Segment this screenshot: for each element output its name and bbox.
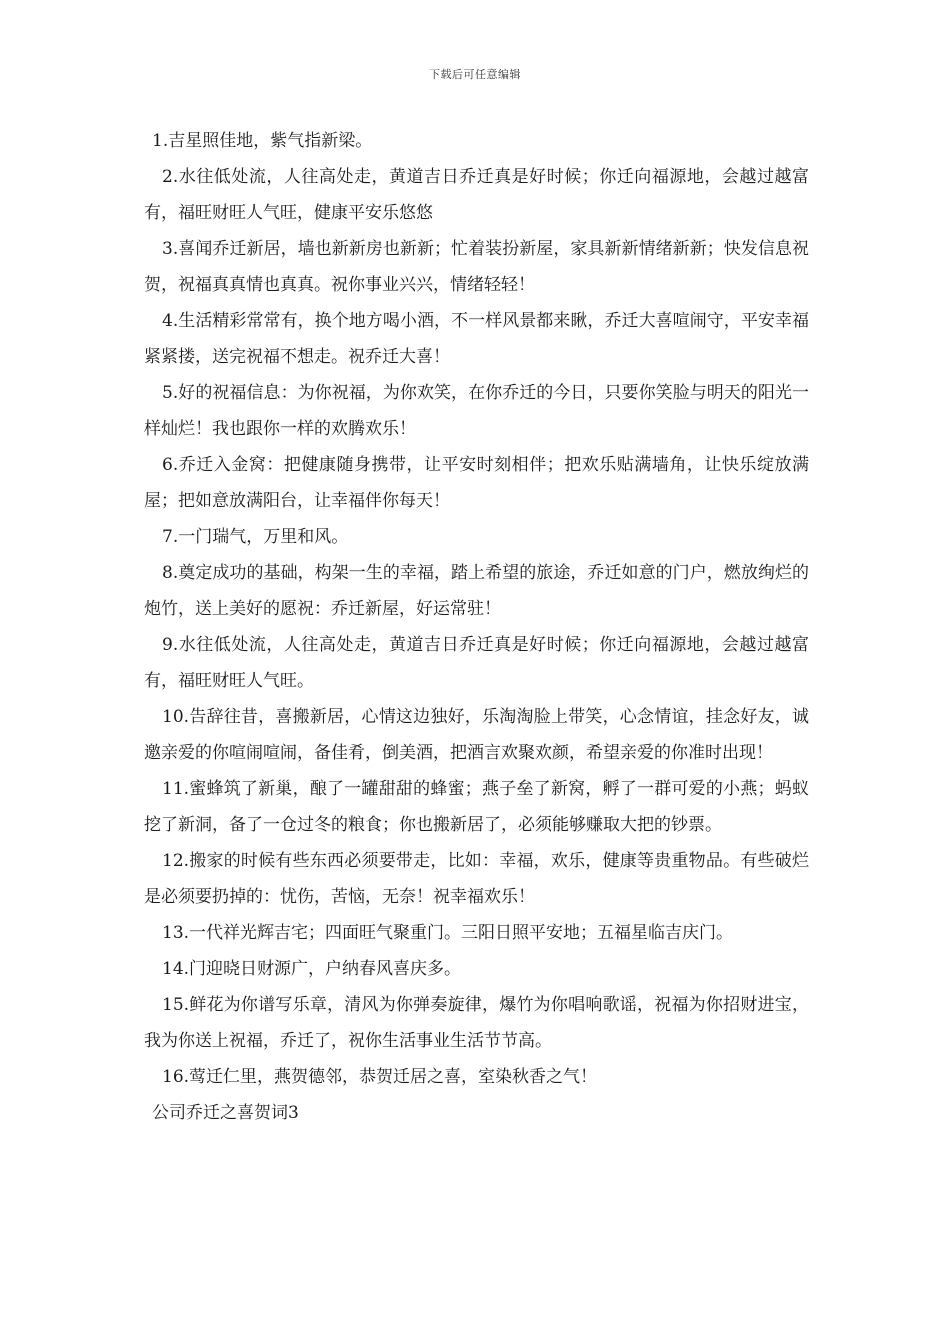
paragraph-text: 乔迁入金窝：把健康随身携带，让平安时刻相伴；把欢乐贴满墙角，让快乐绽放满屋；把如意放满阳台，让幸福伴你每天！ bbox=[144, 455, 809, 511]
paragraph-text: 蜜蜂筑了新巢，酿了一罐甜甜的蜂蜜；燕子垒了新窝，孵了一群可爱的小燕；蚂蚁挖了新洞，备了一仓过冬的粮食；你也搬新居了，必须能够赚取大把的钞票。 bbox=[144, 779, 809, 835]
document-body bbox=[144, 123, 809, 1131]
paragraph-number: 9. bbox=[162, 635, 179, 655]
header-note: 下载后可任意编辑 bbox=[429, 68, 521, 81]
paragraph-text: 鲜花为你谱写乐章，清风为你弹奏旋律，爆竹为你唱响歌谣，祝福为你招财进宝，我为你送上祝福，乔迁了，祝你生活事业生活节节高。 bbox=[144, 995, 809, 1051]
paragraph-number: 7. bbox=[162, 527, 179, 547]
paragraph-number: 1. bbox=[152, 131, 169, 151]
paragraph-number: 3. bbox=[162, 239, 179, 259]
paragraph-16 bbox=[144, 1059, 809, 1095]
paragraph-11 bbox=[144, 771, 809, 843]
paragraph-2 bbox=[144, 159, 809, 231]
paragraph-text: 水往低处流，人往高处走，黄道吉日乔迁真是好时候；你迁向福源地，会越过越富有，福旺财旺人气旺，健康平安乐悠悠 bbox=[144, 167, 809, 223]
paragraph-9 bbox=[144, 627, 809, 699]
paragraph-text: 告辞往昔，喜搬新居，心情这边独好，乐淘淘脸上带笑，心念情谊，挂念好友，诚邀亲爱的你喧闹喧闹，备佳肴，倒美酒，把酒言欢聚欢颜，希望亲爱的你准时出现！ bbox=[144, 707, 809, 763]
paragraph-6 bbox=[144, 447, 809, 519]
paragraph-text: 莺迁仁里，燕贺德邻，恭贺迁居之喜，室染秋香之气！ bbox=[189, 1067, 598, 1087]
paragraph-text: 一门瑞气，万里和风。 bbox=[178, 527, 349, 547]
paragraph-text: 一代祥光辉吉宅；四面旺气聚重门。三阳日照平安地；五福星临吉庆门。 bbox=[189, 923, 734, 943]
paragraph-number: 10. bbox=[162, 707, 190, 727]
paragraph-15 bbox=[144, 987, 809, 1059]
paragraph-number: 5. bbox=[162, 383, 179, 403]
paragraph-number: 6. bbox=[162, 455, 179, 475]
section-heading bbox=[144, 1095, 809, 1131]
paragraph-number: 16. bbox=[162, 1067, 190, 1087]
paragraph-8 bbox=[144, 555, 809, 627]
paragraph-number: 15. bbox=[162, 995, 190, 1015]
paragraph-number: 8. bbox=[162, 563, 179, 583]
paragraph-1 bbox=[144, 123, 809, 159]
paragraph-5 bbox=[144, 375, 809, 447]
paragraph-14 bbox=[144, 951, 809, 987]
paragraph-text: 水往低处流，人往高处走，黄道吉日乔迁真是好时候；你迁向福源地，会越过越富有，福旺财旺人气旺。 bbox=[144, 635, 809, 691]
paragraph-text: 奠定成功的基础，构架一生的幸福，踏上希望的旅途，乔迁如意的门户，燃放绚烂的炮竹，送上美好的愿祝：乔迁新屋，好运常驻！ bbox=[144, 563, 809, 619]
paragraph-3 bbox=[144, 231, 809, 303]
paragraph-number: 4. bbox=[162, 311, 179, 331]
paragraph-7 bbox=[144, 519, 809, 555]
paragraph-number: 12. bbox=[162, 851, 190, 871]
paragraph-13 bbox=[144, 915, 809, 951]
paragraph-number: 11. bbox=[162, 779, 190, 799]
paragraph-number: 14. bbox=[162, 959, 190, 979]
paragraph-text: 吉星照佳地，紫气指新梁。 bbox=[168, 131, 373, 151]
paragraph-number: 13. bbox=[162, 923, 190, 943]
paragraph-text: 好的祝福信息：为你祝福，为你欢笑，在你乔迁的今日，只要你笑脸与明天的阳光一样灿烂！我也跟你一样的欢腾欢乐！ bbox=[144, 383, 809, 439]
paragraph-number: 2. bbox=[162, 167, 179, 187]
paragraph-text: 门迎晓日财源广，户纳春风喜庆多。 bbox=[189, 959, 462, 979]
section-heading-text: 公司乔迁之喜贺词3 bbox=[152, 1103, 299, 1123]
paragraph-text: 生活精彩常常有，换个地方喝小酒，不一样风景都来瞅，乔迁大喜喧闹守，平安幸福紧紧搂，送完祝福不想走。祝乔迁大喜！ bbox=[144, 311, 809, 367]
paragraph-10 bbox=[144, 699, 809, 771]
paragraph-text: 喜闻乔迁新居，墙也新新房也新新；忙着装扮新屋，家具新新情绪新新；快发信息祝贺，祝福真真情也真真。祝你事业兴兴，情绪轻轻！ bbox=[144, 239, 809, 295]
paragraph-4 bbox=[144, 303, 809, 375]
paragraph-12 bbox=[144, 843, 809, 915]
paragraph-text: 搬家的时候有些东西必须要带走，比如：幸福，欢乐，健康等贵重物品。有些破烂是必须要扔掉的：忧伤，苦恼，无奈！祝幸福欢乐！ bbox=[144, 851, 809, 907]
